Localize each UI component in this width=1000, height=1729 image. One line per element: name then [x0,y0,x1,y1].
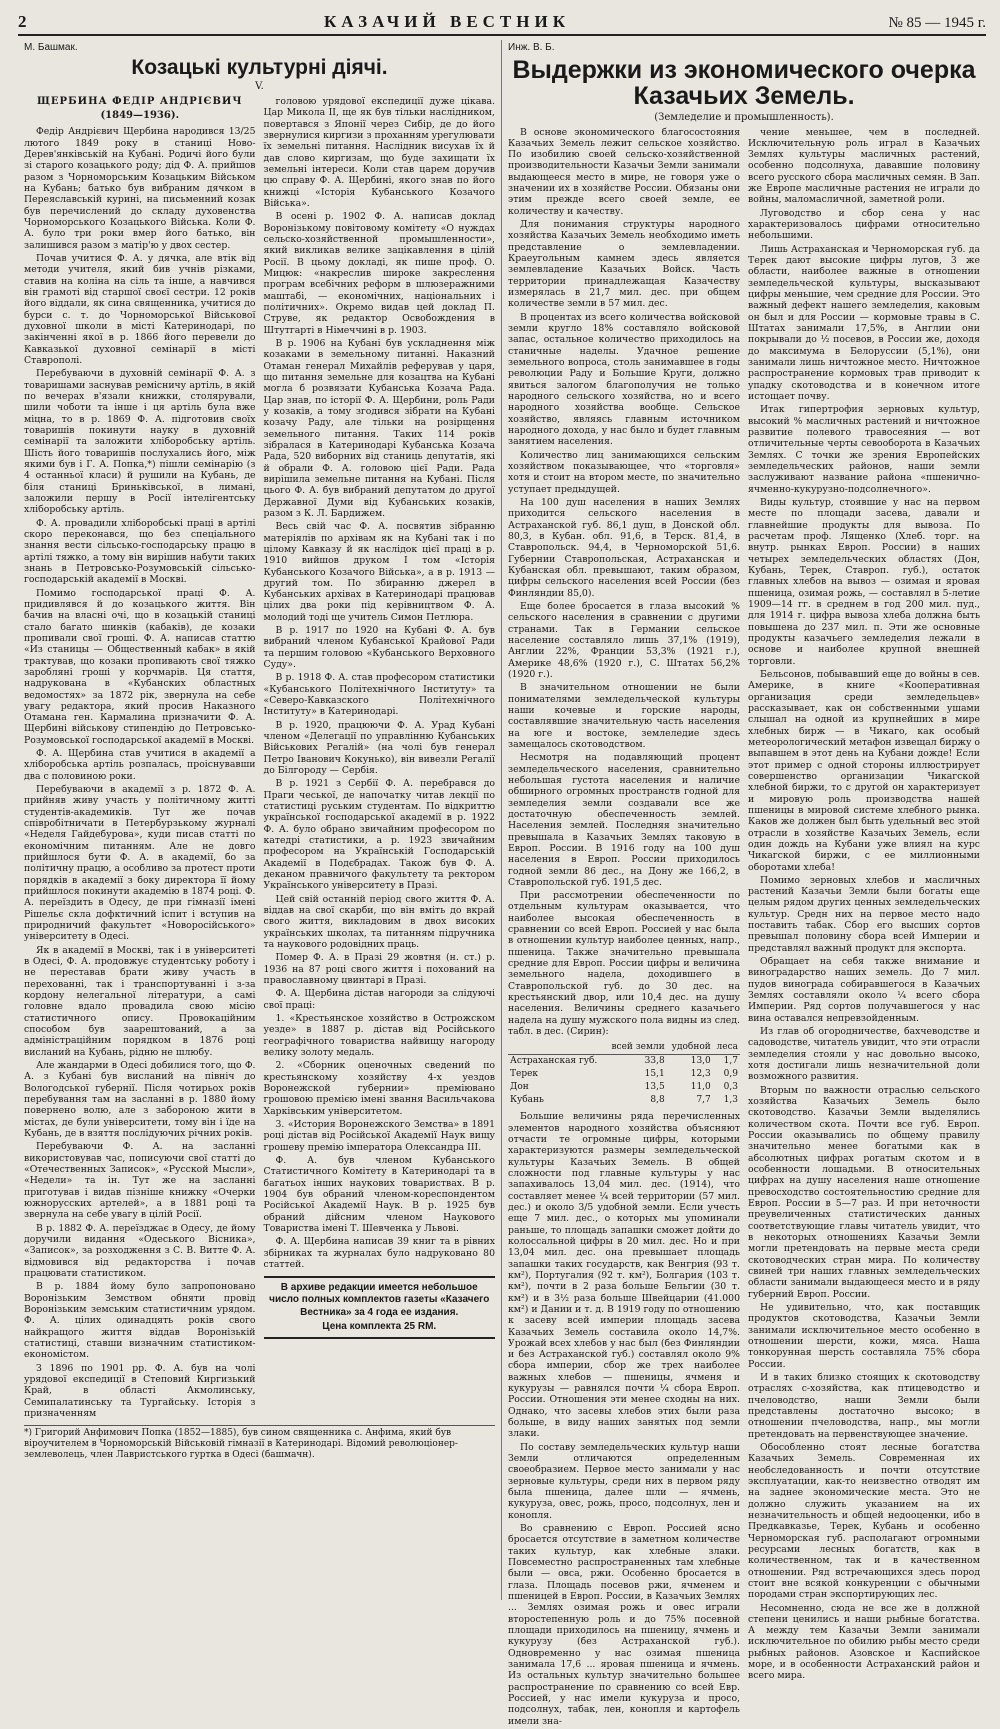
paragraph: Обращает на себя также внимание и виноградарство наших земель. До 7 мил. пудов винограда собиравшегося в Казачьих Землях составляли около ¼ всего сбора Империи. Ряд сортов получавшегося у нас вина оставался непревзойденным. [748,956,980,1024]
paragraph: В р. 1906 на Кубані був ускладнення між козаками в земельному питанні. Наказний Отаман генерал Михайлів реферував у царя, що питання земельне для козацтва на Кубані могла б розвязати Кубанська Козача Рада. Цар знав, по історії Ф. А. Щербини, роль Ради у козаків, а тому згодився зібрати на Кубані козачу Раду, але тільки на розірщення земельного питання. Таких 114 років зібралася в Катеринодарі Кубанська Козача Рада, 520 виборних від станиць депутатів, які й обрали Ф. А. головою цієї Ради. Рада вирішила земельне питання на Кубані. Після цього Ф. А. був вибраний депутатом до другої Державної Думи від Кубанських козаків, разом з К. Л. Бардижем. [263,337,495,519]
paragraph: Итак гипертрофия зерновых культур, высокий % масличных растений и ничтожное развитие полевого травосеяния — вот отличительные черты севооборота в Казачьих Землях. С точки же зрения Европейских земледельческих районов, наши земли заслуживают название района «пшенично-ячменно-кукурузно-подсолнечного». [748,404,980,495]
paragraph: Вторым по важности отраслью сельского хозяйства Казачьих Земель было скотоводство. Казачьи Земли выделялись количеством скота. Почти все губ. Европ. России оказывались по общему правилу значительно менее богатыми как в абсолютных цифрах рогатым скотом и в особенности лошадьми. В относительных цифрах на душу населения наше отношение превосходство состоятельностию средние для Европ. России в 5—7 раз. И при неточности преувеличенных статистических данных соответствующие главы читатель увидит, что в некоторых отношениях Казачьи Земли могли претендовать на первые места среди скотоводческих стран мира. По количеству свиней три наших главных земледельческих области занимали выдающееся место и в ряду губерний Европ. России. [748,1084,980,1300]
right-column-1 [508,127,740,1729]
table-row [508,1094,740,1107]
archive-notice-text: В архиве редакции имеется небольшое число полных комплектов газеты «Казачего Вестника» за 4 года ее издания. [269,1282,490,1318]
paragraph: Бельсонов, побывавший еще до войны в сев. Америке, в книге «Кооперативная организация среди земледельцев» рассказывает, как он собственными ушами слышал на одной из крупнейших в мире хлебных бирж — в Чикаго, как особый метеорологический метафон извещал биржу о выпавшем в этот день на Кубани дожде! Если этот пример с одной стороны иллюстрирует совершенство организации Чикагской хлебной биржи, то с другой он характеризует и мировую роль производства нашей пшеницы в мировой системе хлебного рынка. Каков же должен был быть удельный вес этой отрасли в хозяйстве Казачьих Земель, если один дождь на Кубани уже влиял на курс Чикагской биржи, с ее миллионными оборотами хлеба! [748,668,980,873]
table-cell: 0,9 [723,1069,738,1080]
paragraph: Во сравнению с Европ. Россией ясно бросается отсутствие в заметном количестве таких культур, как хлебные злаки. Повсеместно распространенных там хлебные были — овса, ржи. Особенно бросается в глаза. Площадь посевов ржи, ячменем и пшеницей в Европ. России, в Казачьих Землях ... Землях озимая рожь и овес играли второстепенную роль и до 75% посевной площади приходилось на пшеницу, ячмень и кукурузу (без Астраханской губ.). Одновременно у нас озимая пшеница занимала 17,6 ... яровая пшеница и ячмень. Из остальных культур значительно большее распространение по сравнению со всей Евр. Россией, у нас имели кукуруза и просо, подсолнух, табак, лен, конопля и картофель имели зна- [508,1523,740,1727]
issue-number: № 85 — 1945 г. [888,15,986,31]
left-column-1-text [24,126,256,1419]
paragraph: чение меньшее, чем в последней. Исключительную роль играл в Казачьих Землях культуры масличных растений, особенно подсолнуха, дававшие половину всего русского сбора масличных семян. В Зап. же Европе масличные растения не играли до войны, маломасличной, заметной роли. [748,126,980,206]
paragraph: Несомненно, сюда не все же в должной степени ценились и наши рыбные богатства. А между тем Казачьи Земли занимали исключительное по обилию рыбы место среди рыбных районов. Азовское и Каспийское море, и в особенности Астраханский район и всего мира. [748,1602,980,1682]
table-cell: 11,0 [690,1082,711,1093]
paragraph: Ф. А. Щербина написав 39 книг та в рівних збірниках та журналах було надруковано 80 статтей. [263,1236,495,1270]
paragraph: В р. 1920, працюючи Ф. А. Урад Кубані членом «Делегації по управлінню Кубанських Військових Регалій» (на чолі був генерал Петро Іванович Кокунько), він вивезли Регалії до Білгороду — Сербія. [263,719,495,777]
paragraph: Еще более бросается в глаза высокий % сельского населения в сравнении с другими странами. Так в Германии сельское население составляло лишь 37,1% (1919), Англии 22%, Франции 53,3% (1921 г.), Америке 48,6% (1920 г.), С. Штатах 56,2% (1920 г.). [508,600,740,680]
left-article [18,40,502,1600]
paragraph: Перебуваючи в духовній семінарії Ф. А. з товаришами заснував ремісничу артіль, в якій по вечерах в'язали книжки, столярували, шили чоботи та інше і ця артіль була вже міцна, то в р. 1869 Ф. А. підготовив своїх товаришів покинути науку в духовній семінарії та заложити хліборобську артіль. Шість його товаришів послухались його, між якими був і Г. А. Попка,*) пішли семінарію (з 4 останньої класи) й рушили на Кубань, де біля станиці Бриньківської, в лимані, заложили першу в Росії інтелігентську хліборобську артіль. [24,368,256,516]
paragraph: Але жандарми в Одесі добилися того, що Ф. А. з Кубані був висланий на північ до Вологодської губернії. Після чотирьох років перебування там на засланні в р. 1880 йому повернено волю, але з забороною жити в містах, де були університети, тому він і їде на Кубань, де в взяття послідуючих річних років. [24,1060,256,1139]
paragraph: Лишь Астраханская и Черноморская губ. да Терек дают высокие цифры лугов, 3 же области, наиболее важные в отношении земледельческой культуры, высказывают цифры меньшие, чем средние для России. Это важный дефект нашего земледелия, каковым он был и для России — кормовые травы в С. Штатах занимали 17,5%, в Англии они покрывали до ½ посевов, в России же, доходя до максимума в Белоруссии (5,1%), они занимали лишь ничтожное место. Ничтожное распространение кормовых трав приводит к упадку скотоводства и в конечном итоге истощает почву. [748,243,980,403]
left-column-2-text [264,96,496,1270]
paragraph: Количество лиц занимающихся сельским хозяйством показывающее, что «торговля» хотя и стоит на втором месте, по значительно уступает предыдущей. [508,449,740,495]
paragraph: Луговодство и сбор сена у нас характеризовалось цифрами относительно небольшими. [748,207,980,242]
table-cell: 33,8 [644,1056,665,1067]
paragraph: 3. «История Воронежского Земства» в 1891 році дістав від Російської Академії Наук вищу грошеву премію імператора Олександра III. [263,1118,495,1153]
newspaper-name: КАЗАЧИЙ ВЕСТНИК [323,12,571,31]
right-column-1-text-b [508,1111,740,1727]
table-row [508,1055,740,1068]
right-column-2 [748,127,980,1729]
right-column-2-text [748,127,980,1682]
paragraph: В основе экономического благосостояния Казачьих Земель лежит сельское хозяйство. По изобилию своей сельско-хозяйственной производительности Казачьи Земли занимали выдающееся место в мире, не говоря уже о значении их в хозяйстве России. Обязаны они этим прежде всего своей земле, ее количеству и качеству. [508,126,740,217]
paragraph: Ф. А. провадили хліборобські праці в артілі скоро переконався, що без спеціального знання вести сільсько-господарську працю в артілі тяжко, а тому він вирішив набути таких знань в Петровсько-Розумовській сільсько-господарській академії в Москві. [24,517,256,586]
page-header [18,12,986,36]
paragraph: Несмотря на подавляющий процент земледельческого населения, сравнительно небольшая густота населения и наличие обширного огромных пространств годной для земледелия земли создавали все же достаточную обеспеченность землей. Населения землей. Последняя значительно превышала в Казачьих Землях таковую в Европ. России. В 1916 году на 100 душ населения в Европ. России приходилось годной земли 86 дес., на Дону же 166,2, в Ставропольской губ. 191,5 дес. [508,752,740,888]
paragraph: Виды культур, стоявшие у нас на первом месте по площади засева, давали и главнейшие продукты для вывоза. По расчетам проф. Лященко (Хлеб. торг. на внутр. рынках Европ. России) в наших четырех земледельческих областях (Дон, Кубань, Терек, Ставроп. губ.), остаток главных хлебов на вывоз — озимая и яровая пшеница, озимая рожь, — составлял в 5-летие 1909—14 гг. в среднем в год 200 мил. пуд., для 1914 г. цифра вывоза хлеба должна быть повышена до 237 мил. п. Эти же основные продукты казачьего земледелия лежали в основе и наиболее крупной внешней торговли. [748,497,980,667]
paragraph: Не удивительно, что, как поставщик продуктов скотоводства, Казачьи Земли занимали исключительное место особенно в отношении шерсти, кожи, мяса. Наша тонкорунная шерсть составляла 75% сбора России. [748,1301,980,1370]
paragraph: Як в академії в Москві, так і в університеті в Одесі, Ф. А. продовжує студентську роботу і не переставав брати живу участь в перехованні, так і транспортуванні і з-за кордону нелегальної літератури, а самі головне вдало провадила свою місію статистичного опису. Провокаційним способом був заарештований, а за адміністраційним порядком в 1876 році висланий на Кубань, рідню не шлюбу. [24,944,256,1058]
paragraph: И в таких близко стоящих к скотоводству отраслях с-хозяйства, как птицеводство и пчеловодство, наши Земли были представлены достаточно высоко; в отношении пчеловодства, напр., мы могли претендовать на первенствующее значение. [748,1371,980,1440]
table-cell: 0,3 [723,1082,738,1093]
paragraph: На 100 душ населения в наших Землях приходится сельского населения в Астраханской губ. 86,1 душ, в Донской обл. 80,3, в Кубан. обл. 91,6, в Терск. 81,4, в Ставропольск. 94,4, в Черноморской 51,6. Губернии Ставропольская, Астраханская и Кубанская обл. превышают, таким образом, цифры сельского населения всей России (без Финляндии 85,0). [508,497,740,599]
table-cell: 1,7 [723,1056,738,1067]
paragraph: По составу земледельческих культур наши Земли отличаются определенным своеобразием. Первое место занимали у нас зерновые культуры, среди них в первом ряду была пшеница, далее шли — ячмень, кукуруза, овес, рожь, просо, подсолнух, лен и конопля. [508,1441,740,1521]
paragraph: Весь свій час Ф. А. посвятив зібранню матеріялів по архівам як на Кубані так і по цілому Кавказу й як наслідок цієї праці в р. 1910 вийшов друком І том «Історія Кубанського Козачого Війська», а в р. 1913 — другий том. По збиранню джерел в Кубанських архівах в Катеринодарі працював цілих два роки під керівництвом Ф. А. молодий тоді ще учитель Симон Петлюра. [263,521,495,623]
table-row [508,1081,740,1094]
table-cell: 7,7 [696,1095,711,1106]
archive-notice [264,1276,496,1339]
paragraph: Ф. А. Щербина дістав нагороди за слідуючі свої праці: [263,988,495,1011]
left-column-2 [264,96,496,1421]
table-cell: 13,5 [644,1082,665,1093]
paragraph: При рассмотрении обеспеченности по отдельным культурам оказывается, что наиболее высокая обеспеченность в сравнении со всей Европ. Россией у нас была в отношении культур наиболее ценных, напр., пшеница. Также значительно превышала средние для Европ. России цифры и величина земельного надела, доходившего в Ставропольской губ. до 30 дес. на крестьянский двор, или 10,4 дес. на душу населения. Величины среднего казачьего надела на душу мужского пола видны из след. табл. в дес. (Сирин): [508,890,740,1038]
paragraph: Ф. А. Щербина став учитися в академії а хліборобська артіль розпалась, проіснувавши два с половиною роки. [24,748,256,782]
person-name: ЩЕРБИНА ФЕДІР АНДРІЄВИЧ [37,96,243,108]
left-title: Козацькі культурні діячі. [131,56,388,79]
paragraph: Большие величины ряда перечисленных элементов народного хозяйства объясняют отчасти те огромные цифры, которыми характеризуются размеры земледельческой культуры Казачьих Земель. В общей сложности под главные культуры у нас запахивалось 13,04 мил. дес. (1914), что составляет менее ¼ всей территории (57 мил. дес.) и около 3/5 удобной земли. Если учесть еще 7 мил. дес., о которых мы упоминали раньше, то площадь запашки сможет дойти до колоссальной цифры в 20 мил. дес. Но и при 13,04 мил. дес. она превышает площадь запашки таких государств, как Венгрия (93 т. км²), Португалия (92 т. км²), Болгария (103 т. км²), почти в 2 раза больше Бельгии (30 т. км²) и в 3½ раза больше Швейцарии (41.000 км²) и Дании и т. д. В 1919 году по отношению к засеву всей империи площадь засева Казачьих Земель составила около 14,7%. Урожай всех хлебов у нас был (без Финляндии и без Астраханской губ.) составлял около 9% сбора империи, сбор же трех наиболее важных хлебов — пшеницы, ячменя и кукурузы — равнялся почти ¼ сбора Европ. России. Отношения эти менее сходны на них. Однако, что засевы хлебов этих были раза больше, в виду наших занятых под земли злаки. [508,1111,740,1440]
table-cell: 1,3 [723,1095,738,1106]
table-header [508,1041,606,1054]
paragraph: Почав учитися Ф. А. у дячка, але втік від методи учителя, який бив учнів різками, ставив на коліна на сіль та інше, а навчився він грамоті від старшої своєї сестри. 12 років його віддали, як сина священника, учитися до бурси с. т. до Чорноморської Військової духовної школи в місті Катеринодарі, по закінченні якої в р. 1866 його перевели до Кавказької духовної семінарії в місті Ставрополі. [24,253,256,366]
paragraph: В осені р. 1902 Ф. А. написав доклад Воронізькому повітовому комітету «О нуждах сельско-хозяйственной промышленности», який викликав велике зацікавлення в цілій Росії. В цьому докладі, як пише проф. О. Мицюк: «накреслив широке закреслення програм всебічних реформ в шлюзеражними маштабі, — економічних, національних і політичних». Окремо видав цей доклад П. Струве, як редактор Освобождения в Штутгарті в Німеччині в р. 1903. [263,211,495,336]
paragraph: Из глав об огородничестве, бахчеводстве и садоводстве, читатель увидит, что эти отрасли земледелия стояли у нас довольно высоко, хотя достигали лишь незначительной доли возможного развития. [748,1026,980,1083]
table-header: удобной [667,1041,713,1054]
right-article [502,40,986,1727]
table-cell: Кубань [510,1095,544,1106]
paragraph: Перебуваючи Ф. А. на засланні використовував час, пописуючи свої статті до «Отечественных Записок», «Русской Мысли», «Недели» та ін. Тут же на засланні приготував і видав пізніше книжку «Очерки южнорусских артелей», а в 1881 році та звернула на себе увагу в цілій Росії. [24,1141,256,1221]
right-author: Инж. В. Б. [508,42,555,53]
right-column-1-text-a [508,127,740,1038]
paragraph: В р. 1917 по 1920 на Кубані Ф. А. був вибраний членом Кубанської Крайової Ради та першим головою «Кубанського Верховного Суду». [263,625,495,671]
paragraph: Цей свій останній період свого життя Ф. А. віддав на свої скарби, що він вміть до вкрай свого життя, викладовим в двох високих українських школах, та питанням підручника та наукового родовідних праць. [263,893,495,950]
table-cell: Терек [510,1069,539,1080]
paragraph: В р. 1882 Ф. А. переїзджає в Одесу, де йому доручили видання «Одеського Вісника», «Записок», за розходження з С. В. Витте Ф. А. відмовився від редакторства і почав працювати статистиком. [24,1222,256,1279]
table-cell: Астраханская губ. [510,1056,598,1067]
paragraph: В р. 1918 Ф. А. став професором статистики «Кубанського Політехнічного Інституту» та «Северо-Кавказского Політехнічного Інституту» в Катеринодарі. [263,672,495,718]
right-title: Выдержки из экономического очерка Казачьих Земель. [512,56,976,111]
paragraph: Обособленно стоят лесные богатства Казачьих Земель. Современная их необследованность и почти отсутствие эксплуатации, как-то неизвестно отводят им на заднее экономические места. Это не должно служить указанием на их незначительность и общей недооценки, ибо в Предкавказье, Терек, Кубань и особенно Черноморская губ. располагают огромными ресурсами лесных богатств, как в количественном, так и в качественном отношении. Ряд встречающихся здесь пород стоит вне всякой конкуренции с обычными породами стран экспортирующих лес. [748,1441,980,1601]
paragraph: В р. 1884 йому було запропоновано Воронізьким Земством обняти провід Воронізьким земським статистичним урядом. Ф. А. цілих одинадцять років свого найкращого життя віддав Воронізькій статистиці, ставши визначним статистиком-економістом. [24,1281,256,1361]
page-number: 2 [18,12,27,31]
paragraph: Помимо господарської праці Ф. А. придивлявся й до козацького життя. Він бачив на власні очі, що в козацькій станиці стало багато шинків (кабаків), де козаки пропивали свої гроші. Ф. А. написав статтю «Из станицы — Общественный кабак» в якій трактував, що козаки пропивають свої тяжко заробляні гроші у корчмарів. Ця стаття, надрукована в «Кубанских областных ведомостях» за 1872 рік, звернула на себе увагу редактора, який просив Наказного Отамана ген. Кармалина призначити Ф. А. Щербині військову стипендію до Петровсько-Розумовської господарської академії в Москві. [24,587,256,746]
paragraph: Перебуваючи в академії з р. 1872 Ф. А. прийняв живу участь у політичному житті студентів-академиків. Тут же почав співробітничати в Петербурзькому журналі «Неделя Гайдебурова», куди писав статті по економічним питанням. Але не довго прийшлося бути Ф. А. в академії, бо за політичну працю, а особливо за протест проти порядків в академії з боку директора її йому прийшлося покинути академію в 1874 році. Ф. А. переїздить в Одесу, де при гімназії імені Рішельє скла дофктичний іспит і вступив на природничий факультет «Новоросійського» університету в Одесі. [24,784,256,943]
paragraph: головою урядової експедиції дуже цікава. Цар Микола II, ще як був тільки наслідником, повертався з Японії через Сибір, де до його звернулися киргизи з проханням урегулювати їх земельні питання. Наслідник висухав їх й дав слово киргизам, що буде захищати їх земельні інтереси. Коли став царем доручив цю справу Ф. А. Щербині, якого знав по його книжці «Історія Кубанського Козачого Війська». [263,96,495,209]
land-allotment-table [508,1041,740,1107]
table-cell: 13,0 [690,1056,711,1067]
footnote: *) Григорий Анфимович Попка (1852—1885), був сином священника с. Анфима, який був віроучителем в Чорноморській Військовій гімназії в Катеринодарі. Відомий революціонер-землеволець, член Лавристського гуртка в Одесі (башмачн). [24,1425,495,1460]
table-header: леса [713,1041,740,1054]
table-row [508,1068,740,1081]
table-cell: 15,1 [644,1069,665,1080]
paragraph: Помимо зерновых хлебов и масличных растений Казачьи Земли были богаты еще целым рядом других ценных земледельческих культур. Средн них на первое место надо поставить табак. Сбор его высших сортов превышал половину сбора всей Империи и представлял важный продукт для экспорта. [748,874,980,954]
left-part: V. [255,81,264,93]
right-subtitle: (Земледелие и промышленность). [654,111,834,123]
paragraph: В процентах из всего количества войсковой земли кругло 18% составляло войсковой запас, остальное количество приходилось на станичные наделы. Удачное решение земельного вопроса, столь занимавшее в годы революции Раду и Большие Круги, должно явиться залогом благополучия не только народного сельского хозяйства, но и всего народного хозяйства вообще. Сельское хозяйство, являясь главным источником народного дохода, у нас было и будет главным занятием населения. [508,311,740,448]
paragraph: Федір Андрієвич Щербина народився 13/25 лютого 1849 року в станиці Ново-Дерев'янківській на Кубані. Родичі його були зі старого козацького роду; дід Ф. А. прийшов разом з Чорноморським Козацьким Військом на Кубань; батько був вибраним дячком в Переяславській курині, на письменний козак був перечислений до складу духовенства Чорноморського Козацького Війська. Коли Ф. А. було три роки вмер його батько, він залишився разом з матір'ю у двох сестер. [24,126,256,251]
paragraph: З 1896 по 1901 рр. Ф. А. був на чолі урядової експедиції в Степовий Киргизький Край, в області Акмолинську, Семипалатинську та Тургайську. Історія з призначенням [24,1362,256,1419]
paragraph: Помер Ф. А. в Празі 29 жовтня (н. ст.) р. 1936 на 87 році свого життя і похований на православному цвинтарі в Празі. [263,952,495,986]
paragraph: В р. 1921 з Сербії Ф. А. перебрався до Праги чеської, де напочатку читав лекції по статистиці руським студентам. По відкриттю української господарської академії в р. 1922 Ф. А. було обрано звичайним професором по катедрі статистики, а р. 1923 звичайним професором на Українській Господарській Академії в Подєбрадах. Також був Ф. А. деканом правничого факультету та ректором Українського університету в Празі. [263,778,495,892]
table-cell: Дон [510,1082,529,1093]
left-author: М. Башмак. [24,42,78,53]
table-header: всей земли [606,1041,667,1054]
paragraph: 1. «Крестьянское хозяйство в Острожском уезде» в 1887 р. дістав від Російського географічного товариства найвищу нагороду велику золоту медаль. [263,1012,495,1058]
paragraph: В значительном отношении не были понимателями земледельческой культуры наши кочевые и горские народы, составлявшие значительную часть населения на юге и востоке, землеледие здесь замещалось скотоводством. [508,682,740,750]
table-cell: 12,3 [690,1069,711,1080]
paragraph: Для понимания структуры народного хозяйства Казачьих Земель необходимо иметь представление о землевладении. Краеугольным камнем здесь является землевладение Казачьих Войск. Часть территории принадлежащая Казачеству измерялась в 21,7 мил. дес. при общем количестве земли в 57 мил. дес. [508,219,740,310]
table-cell: 8,8 [650,1095,665,1106]
person-years: (1849—1936). [100,110,180,122]
left-column-1 [24,96,256,1421]
paragraph: 2. «Сборник оценочных сведений по крестьянскому хозяйству 4-х уездов Воронежской губернии» преміювано грошовою премією імені звання Васильчакова Харківським університетом. [263,1060,495,1117]
paragraph: Ф. А. був членом Кубанського Статистичного Комітету в Катеринодарі та в багатьох інших наукових товариствах. В р. 1904 був обраний членом-кореспондентом Російської Академії Наук. В р. 1925 був обраний дійсним членом Наукового Товариства імені Т. Шевченка у Львові. [263,1154,495,1234]
archive-notice-price: Цена комплекта 25 RM. [322,1320,437,1332]
